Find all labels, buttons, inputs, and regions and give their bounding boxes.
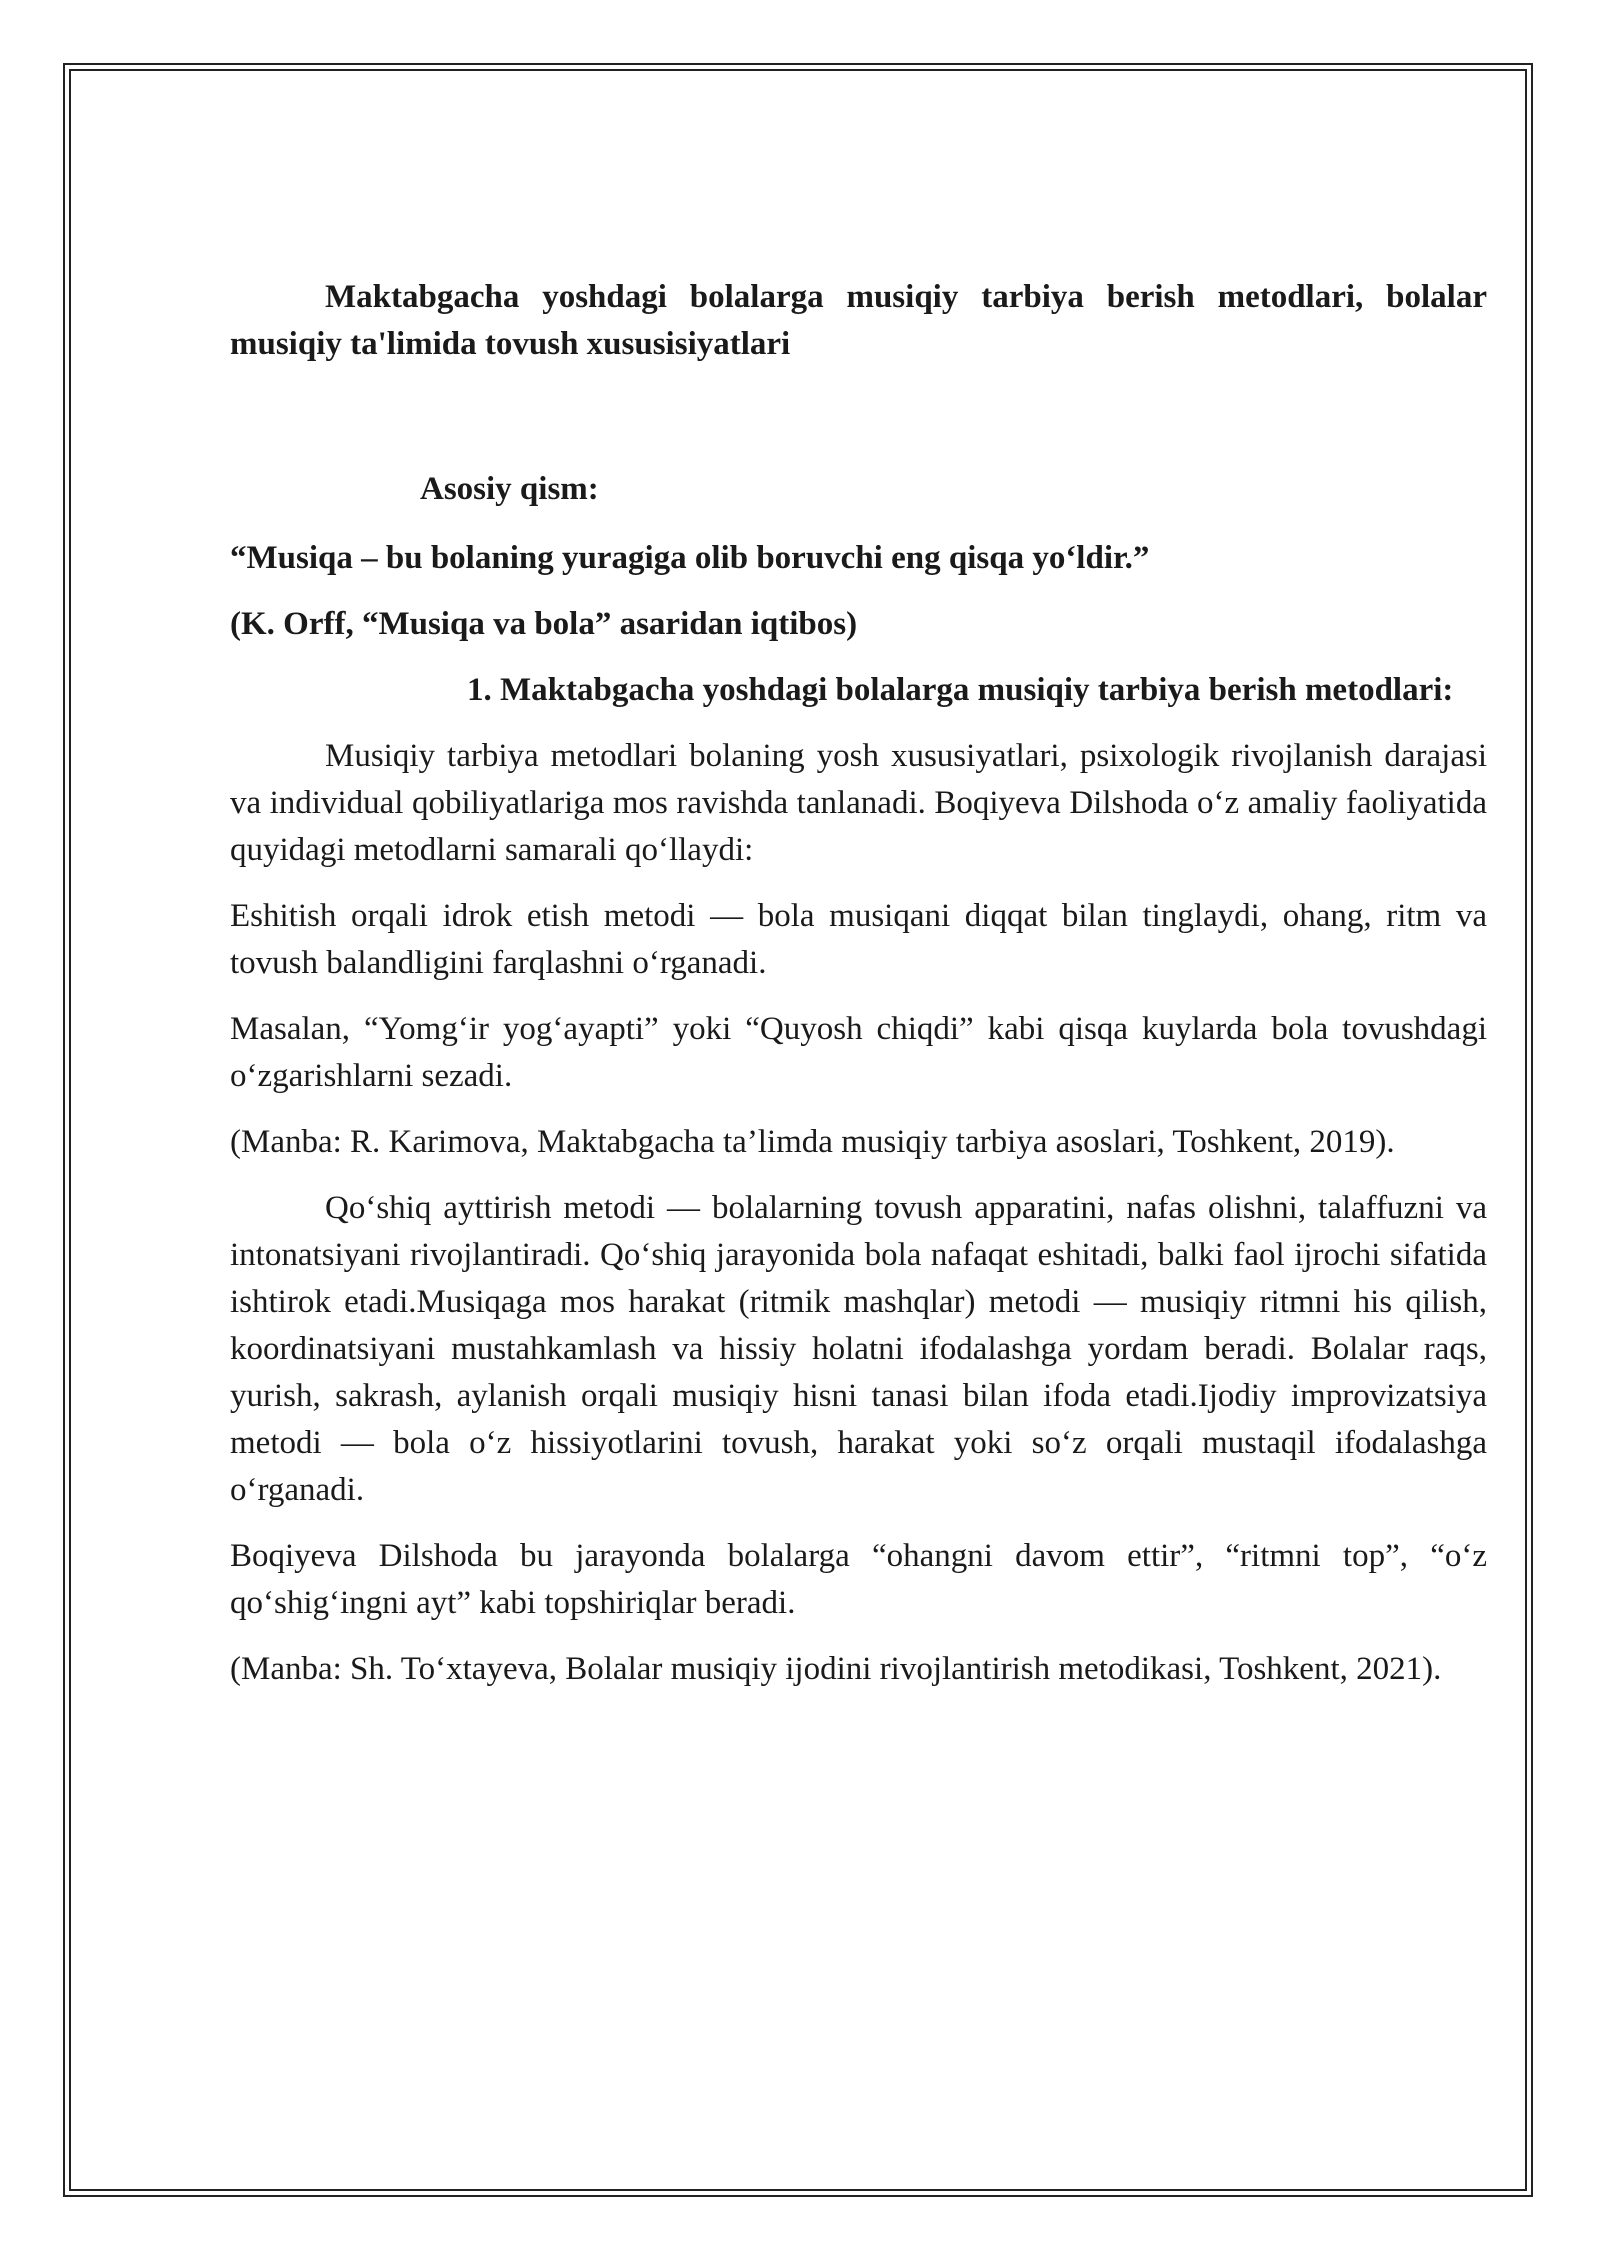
paragraph-singing-method: Qo‘shiq ayttirish metodi — bolalarning tovush apparatini, nafas olishni, talaffuzni va intonatsiyani rivojlantiradi. Qo‘shiq jarayonida bola nafaqat eshitadi, balki faol ijrochi sifatida ishtirok etadi.Musiqaga mos harakat (ritmik mashqlar) metodi — musiqiy ritmni his qilish, koordinatsiyani mustahkamlash va hissiy holatni ifodalashga yordam beradi. Bolalar raqs, yurish, sakrash, aylanish orqali musiqiy hisni tanasi bilan ifoda etadi.Ijodiy improvizatsiya metodi — bola o‘z hissiyotlarini tovush, harakat yoki so‘z orqali mustaqil ifodalashga o‘rganadi. <box>230 1190 1487 1508</box>
document-title: Maktabgacha yoshdagi bolalarga musiqiy tarbiya berish metodlari, bolalar musiqiy ta'limida tovush xususisiyatlari <box>230 279 1487 362</box>
paragraph-tasks: Boqiyeva Dilshoda bu jarayonda bolalarga “ohangni davom ettir”, “ritmni top”, “o‘z qo‘shig‘ingni ayt” kabi topshiriqlar beradi. <box>230 1538 1487 1621</box>
document-body <box>230 274 1487 1712</box>
paragraph-example: Masalan, “Yomg‘ir yog‘ayapti” yoki “Quyosh chiqdi” kabi qisqa kuylarda bola tovushdagi o‘zgarishlarni sezadi. <box>230 1011 1487 1094</box>
epigraph-source: (K. Orff, “Musiqa va bola” asaridan iqtibos) <box>230 606 858 642</box>
paragraph-listening-method: Eshitish orqali idrok etish metodi — bola musiqani diqqat bilan tinglaydi, ohang, ritm va tovush balandligini farqlashni o‘rganadi. <box>230 898 1487 981</box>
section-heading: Asosiy qism: <box>420 471 599 507</box>
paragraph-intro: Musiqiy tarbiya metodlari bolaning yosh xususiyatlari, psixologik rivojlanish darajasi va individual qobiliyatlariga mos ravishda tanlanadi. Boqiyeva Dilshoda o‘z amaliy faoliyatida quyidagi metodlarni samarali qo‘llaydi: <box>230 738 1487 868</box>
paragraph-source-2: (Manba: Sh. To‘xtayeva, Bolalar musiqiy ijodini rivojlantirish metodikasi, Toshkent, 2021). <box>230 1651 1442 1687</box>
epigraph-quote: “Musiqa – bu bolaning yuragiga olib boruvchi eng qisqa yo‘ldir.” <box>230 540 1150 576</box>
numbered-subheading: 1. Maktabgacha yoshdagi bolalarga musiqiy tarbiya berish metodlari: <box>467 672 1454 708</box>
paragraph-source-1: (Manba: R. Karimova, Maktabgacha ta’limda musiqiy tarbiya asoslari, Toshkent, 2019). <box>230 1124 1395 1160</box>
